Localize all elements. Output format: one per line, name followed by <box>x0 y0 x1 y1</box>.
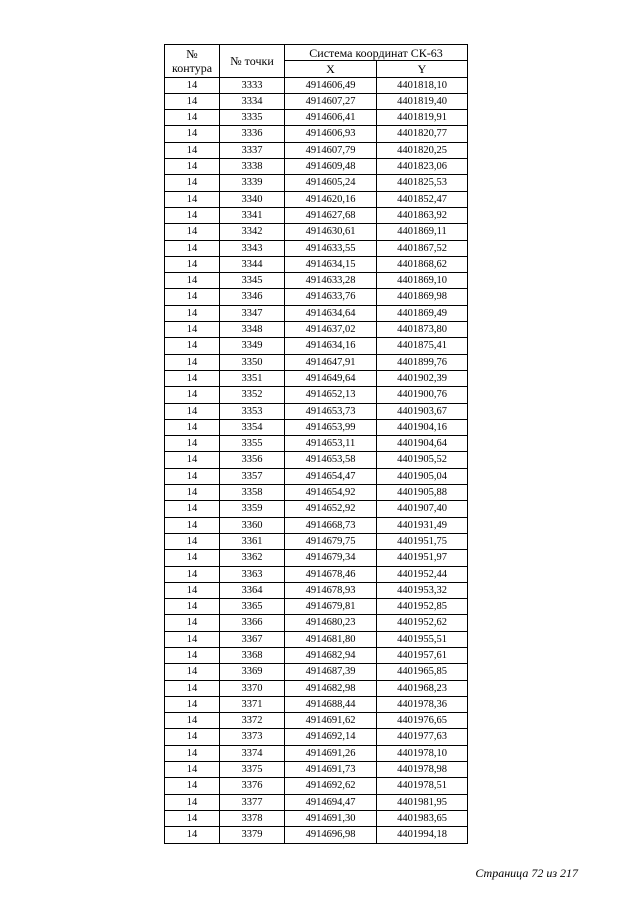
cell-contour: 14 <box>165 762 220 778</box>
cell-x: 4914654,47 <box>285 468 377 484</box>
cell-point: 3364 <box>220 582 285 598</box>
cell-point: 3346 <box>220 289 285 305</box>
cell-x: 4914679,81 <box>285 599 377 615</box>
table-row <box>165 452 468 468</box>
cell-contour: 14 <box>165 647 220 663</box>
cell-contour: 14 <box>165 370 220 386</box>
cell-point: 3376 <box>220 778 285 794</box>
cell-x: 4914633,76 <box>285 289 377 305</box>
cell-x: 4914692,62 <box>285 778 377 794</box>
cell-point: 3354 <box>220 419 285 435</box>
table-row <box>165 582 468 598</box>
cell-contour: 14 <box>165 419 220 435</box>
cell-contour: 14 <box>165 207 220 223</box>
cell-point: 3351 <box>220 370 285 386</box>
table-row <box>165 436 468 452</box>
cell-x: 4914679,34 <box>285 550 377 566</box>
cell-x: 4914653,73 <box>285 403 377 419</box>
cell-point: 3353 <box>220 403 285 419</box>
cell-y: 4401976,65 <box>377 713 468 729</box>
cell-y: 4401899,76 <box>377 354 468 370</box>
cell-x: 4914606,49 <box>285 77 377 93</box>
cell-y: 4401951,97 <box>377 550 468 566</box>
table-row <box>165 370 468 386</box>
cell-contour: 14 <box>165 615 220 631</box>
cell-contour: 14 <box>165 338 220 354</box>
header-x: X <box>285 61 377 77</box>
cell-x: 4914609,48 <box>285 159 377 175</box>
table-row <box>165 305 468 321</box>
cell-x: 4914634,15 <box>285 256 377 272</box>
cell-contour: 14 <box>165 827 220 843</box>
cell-y: 4401823,06 <box>377 159 468 175</box>
table-row <box>165 517 468 533</box>
cell-y: 4401869,11 <box>377 224 468 240</box>
cell-point: 3355 <box>220 436 285 452</box>
cell-y: 4401904,64 <box>377 436 468 452</box>
table-row <box>165 794 468 810</box>
cell-contour: 14 <box>165 191 220 207</box>
table-row <box>165 615 468 631</box>
cell-contour: 14 <box>165 305 220 321</box>
cell-contour: 14 <box>165 175 220 191</box>
cell-point: 3334 <box>220 93 285 109</box>
cell-x: 4914691,73 <box>285 762 377 778</box>
cell-point: 3333 <box>220 77 285 93</box>
cell-contour: 14 <box>165 794 220 810</box>
cell-contour: 14 <box>165 550 220 566</box>
cell-x: 4914692,14 <box>285 729 377 745</box>
cell-y: 4401955,51 <box>377 631 468 647</box>
cell-point: 3337 <box>220 142 285 158</box>
cell-point: 3373 <box>220 729 285 745</box>
cell-contour: 14 <box>165 468 220 484</box>
cell-point: 3344 <box>220 256 285 272</box>
cell-y: 4401820,77 <box>377 126 468 142</box>
cell-y: 4401825,53 <box>377 175 468 191</box>
cell-x: 4914654,92 <box>285 485 377 501</box>
cell-contour: 14 <box>165 664 220 680</box>
table-row <box>165 599 468 615</box>
table-row <box>165 533 468 549</box>
cell-y: 4401965,85 <box>377 664 468 680</box>
cell-y: 4401952,44 <box>377 566 468 582</box>
cell-y: 4401904,16 <box>377 419 468 435</box>
cell-point: 3358 <box>220 485 285 501</box>
cell-x: 4914606,41 <box>285 110 377 126</box>
cell-point: 3379 <box>220 827 285 843</box>
cell-x: 4914652,92 <box>285 501 377 517</box>
cell-contour: 14 <box>165 566 220 582</box>
cell-y: 4401820,25 <box>377 142 468 158</box>
cell-point: 3348 <box>220 322 285 338</box>
cell-x: 4914647,91 <box>285 354 377 370</box>
cell-point: 3347 <box>220 305 285 321</box>
table-row <box>165 713 468 729</box>
cell-y: 4401978,98 <box>377 762 468 778</box>
cell-y: 4401903,67 <box>377 403 468 419</box>
table-row <box>165 207 468 223</box>
cell-x: 4914634,16 <box>285 338 377 354</box>
table-body <box>165 77 468 843</box>
cell-point: 3356 <box>220 452 285 468</box>
cell-contour: 14 <box>165 713 220 729</box>
cell-contour: 14 <box>165 778 220 794</box>
cell-y: 4401900,76 <box>377 387 468 403</box>
cell-point: 3350 <box>220 354 285 370</box>
cell-contour: 14 <box>165 142 220 158</box>
cell-contour: 14 <box>165 729 220 745</box>
cell-contour: 14 <box>165 403 220 419</box>
cell-y: 4401957,61 <box>377 647 468 663</box>
cell-contour: 14 <box>165 77 220 93</box>
cell-point: 3367 <box>220 631 285 647</box>
cell-point: 3375 <box>220 762 285 778</box>
cell-y: 4401977,63 <box>377 729 468 745</box>
cell-point: 3361 <box>220 533 285 549</box>
cell-x: 4914607,27 <box>285 93 377 109</box>
cell-x: 4914633,28 <box>285 273 377 289</box>
table-row <box>165 175 468 191</box>
table-row <box>165 631 468 647</box>
cell-contour: 14 <box>165 354 220 370</box>
cell-x: 4914691,62 <box>285 713 377 729</box>
cell-point: 3349 <box>220 338 285 354</box>
cell-x: 4914696,98 <box>285 827 377 843</box>
cell-y: 4401981,95 <box>377 794 468 810</box>
cell-point: 3371 <box>220 696 285 712</box>
cell-point: 3369 <box>220 664 285 680</box>
cell-point: 3365 <box>220 599 285 615</box>
cell-y: 4401983,65 <box>377 810 468 826</box>
page-number: Страница 72 из 217 <box>475 866 578 880</box>
table-row <box>165 77 468 93</box>
header-y: Y <box>377 61 468 77</box>
cell-contour: 14 <box>165 159 220 175</box>
cell-point: 3363 <box>220 566 285 582</box>
cell-point: 3366 <box>220 615 285 631</box>
cell-x: 4914627,68 <box>285 207 377 223</box>
cell-y: 4401863,92 <box>377 207 468 223</box>
cell-x: 4914679,75 <box>285 533 377 549</box>
header-contour: № контура <box>165 45 220 78</box>
cell-point: 3378 <box>220 810 285 826</box>
cell-y: 4401902,39 <box>377 370 468 386</box>
cell-contour: 14 <box>165 599 220 615</box>
cell-y: 4401869,98 <box>377 289 468 305</box>
table-row <box>165 191 468 207</box>
cell-point: 3357 <box>220 468 285 484</box>
cell-point: 3370 <box>220 680 285 696</box>
cell-x: 4914630,61 <box>285 224 377 240</box>
cell-x: 4914606,93 <box>285 126 377 142</box>
cell-contour: 14 <box>165 273 220 289</box>
cell-x: 4914668,73 <box>285 517 377 533</box>
cell-point: 3352 <box>220 387 285 403</box>
header-point: № точки <box>220 45 285 78</box>
cell-y: 4401873,80 <box>377 322 468 338</box>
table-row <box>165 550 468 566</box>
cell-x: 4914691,26 <box>285 745 377 761</box>
cell-y: 4401867,52 <box>377 240 468 256</box>
cell-contour: 14 <box>165 517 220 533</box>
cell-contour: 14 <box>165 289 220 305</box>
cell-contour: 14 <box>165 680 220 696</box>
cell-x: 4914649,64 <box>285 370 377 386</box>
cell-point: 3341 <box>220 207 285 223</box>
cell-y: 4401852,47 <box>377 191 468 207</box>
cell-x: 4914653,99 <box>285 419 377 435</box>
table-row <box>165 273 468 289</box>
cell-x: 4914691,30 <box>285 810 377 826</box>
cell-x: 4914687,39 <box>285 664 377 680</box>
table-row <box>165 778 468 794</box>
cell-point: 3335 <box>220 110 285 126</box>
cell-x: 4914637,02 <box>285 322 377 338</box>
cell-contour: 14 <box>165 810 220 826</box>
cell-point: 3362 <box>220 550 285 566</box>
table-row <box>165 387 468 403</box>
header-coordinate-system: Система координат СК-63 <box>285 45 468 61</box>
table-row <box>165 354 468 370</box>
table-row <box>165 322 468 338</box>
cell-x: 4914680,23 <box>285 615 377 631</box>
cell-contour: 14 <box>165 93 220 109</box>
table-row <box>165 142 468 158</box>
table-row <box>165 501 468 517</box>
cell-y: 4401978,51 <box>377 778 468 794</box>
cell-y: 4401953,32 <box>377 582 468 598</box>
cell-y: 4401951,75 <box>377 533 468 549</box>
table-row <box>165 664 468 680</box>
table-row <box>165 126 468 142</box>
cell-y: 4401868,62 <box>377 256 468 272</box>
cell-point: 3343 <box>220 240 285 256</box>
cell-contour: 14 <box>165 631 220 647</box>
cell-x: 4914682,94 <box>285 647 377 663</box>
table-row <box>165 93 468 109</box>
cell-y: 4401931,49 <box>377 517 468 533</box>
table-row <box>165 566 468 582</box>
cell-x: 4914653,58 <box>285 452 377 468</box>
table-row <box>165 224 468 240</box>
table-row <box>165 240 468 256</box>
cell-contour: 14 <box>165 533 220 549</box>
cell-y: 4401978,36 <box>377 696 468 712</box>
cell-y: 4401952,85 <box>377 599 468 615</box>
cell-x: 4914678,93 <box>285 582 377 598</box>
cell-point: 3368 <box>220 647 285 663</box>
cell-contour: 14 <box>165 322 220 338</box>
cell-contour: 14 <box>165 582 220 598</box>
cell-y: 4401905,88 <box>377 485 468 501</box>
cell-y: 4401875,41 <box>377 338 468 354</box>
table-row <box>165 403 468 419</box>
cell-y: 4401907,40 <box>377 501 468 517</box>
cell-x: 4914678,46 <box>285 566 377 582</box>
cell-x: 4914694,47 <box>285 794 377 810</box>
cell-point: 3339 <box>220 175 285 191</box>
cell-point: 3360 <box>220 517 285 533</box>
cell-x: 4914633,55 <box>285 240 377 256</box>
cell-point: 3377 <box>220 794 285 810</box>
cell-point: 3372 <box>220 713 285 729</box>
cell-contour: 14 <box>165 452 220 468</box>
table-row <box>165 827 468 843</box>
table-row <box>165 696 468 712</box>
table-row <box>165 256 468 272</box>
cell-contour: 14 <box>165 436 220 452</box>
cell-contour: 14 <box>165 224 220 240</box>
cell-y: 4401905,52 <box>377 452 468 468</box>
cell-x: 4914605,24 <box>285 175 377 191</box>
cell-y: 4401869,49 <box>377 305 468 321</box>
cell-contour: 14 <box>165 696 220 712</box>
cell-contour: 14 <box>165 240 220 256</box>
table-row <box>165 338 468 354</box>
cell-x: 4914652,13 <box>285 387 377 403</box>
cell-y: 4401819,40 <box>377 93 468 109</box>
cell-y: 4401978,10 <box>377 745 468 761</box>
cell-point: 3359 <box>220 501 285 517</box>
cell-x: 4914620,16 <box>285 191 377 207</box>
table-row <box>165 485 468 501</box>
cell-x: 4914682,98 <box>285 680 377 696</box>
cell-contour: 14 <box>165 126 220 142</box>
cell-contour: 14 <box>165 501 220 517</box>
cell-x: 4914607,79 <box>285 142 377 158</box>
cell-x: 4914688,44 <box>285 696 377 712</box>
cell-contour: 14 <box>165 745 220 761</box>
cell-y: 4401869,10 <box>377 273 468 289</box>
cell-x: 4914653,11 <box>285 436 377 452</box>
table-row <box>165 419 468 435</box>
table-row <box>165 289 468 305</box>
table-row <box>165 762 468 778</box>
cell-y: 4401905,04 <box>377 468 468 484</box>
cell-point: 3338 <box>220 159 285 175</box>
cell-y: 4401952,62 <box>377 615 468 631</box>
cell-contour: 14 <box>165 485 220 501</box>
cell-y: 4401819,91 <box>377 110 468 126</box>
table-row <box>165 159 468 175</box>
cell-point: 3374 <box>220 745 285 761</box>
cell-point: 3342 <box>220 224 285 240</box>
cell-point: 3345 <box>220 273 285 289</box>
cell-point: 3340 <box>220 191 285 207</box>
coordinates-table <box>164 44 468 844</box>
table-row <box>165 810 468 826</box>
table-row <box>165 110 468 126</box>
table-row <box>165 468 468 484</box>
cell-contour: 14 <box>165 387 220 403</box>
cell-x: 4914681,80 <box>285 631 377 647</box>
table-row <box>165 680 468 696</box>
table-row <box>165 647 468 663</box>
cell-y: 4401818,10 <box>377 77 468 93</box>
cell-y: 4401968,23 <box>377 680 468 696</box>
cell-point: 3336 <box>220 126 285 142</box>
cell-x: 4914634,64 <box>285 305 377 321</box>
table-row <box>165 745 468 761</box>
cell-contour: 14 <box>165 256 220 272</box>
cell-contour: 14 <box>165 110 220 126</box>
cell-y: 4401994,18 <box>377 827 468 843</box>
table-row <box>165 729 468 745</box>
